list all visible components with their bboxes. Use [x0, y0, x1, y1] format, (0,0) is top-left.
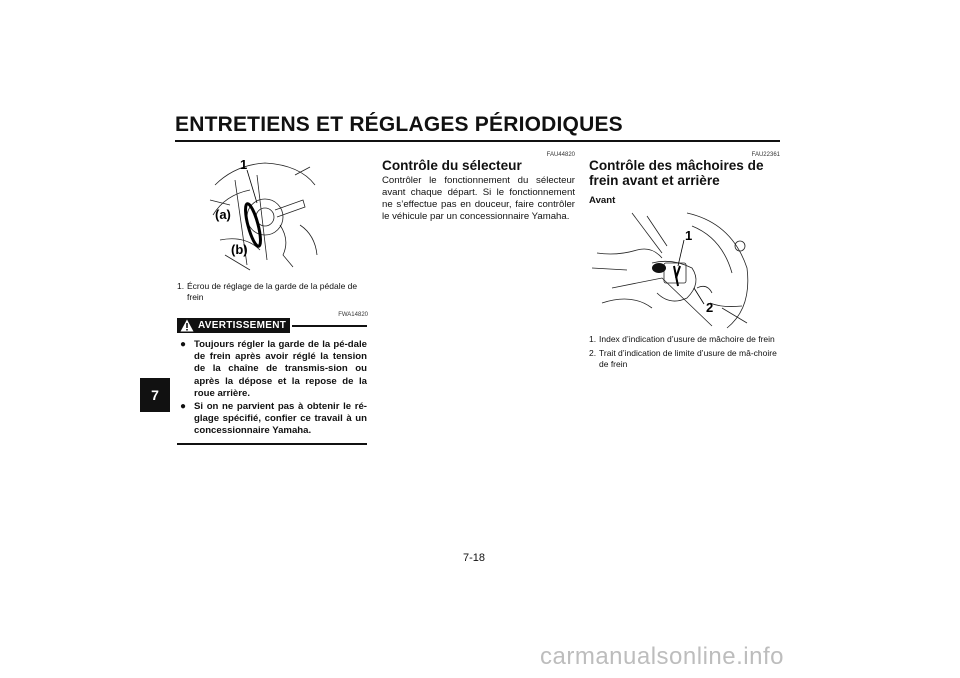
warning-item: ● Si on ne parvient pas à obtenir le ré-glage spécifié, confier ce travail à un concessionnaire Yamaha.	[180, 401, 367, 437]
title-rule	[175, 140, 780, 142]
warning-list	[177, 339, 367, 438]
middle-heading: Contrôle du sélecteur	[382, 158, 522, 173]
warning-code: FWA14820	[338, 312, 368, 318]
figure-callout-1: 1	[240, 157, 248, 172]
caption-item: 2. Trait d’indication de limite d’usure de mâ-choire de frein	[589, 348, 777, 369]
caption-item: 1. Index d’indication d’usure de mâchoire de frein	[589, 334, 775, 344]
right-heading: Contrôle des mâchoires de frein avant et arrière	[589, 158, 764, 188]
page-number: 7-18	[463, 552, 486, 564]
figure-label-a: (a)	[215, 207, 231, 222]
warning-box	[177, 318, 367, 445]
figure-callout-1: 1	[685, 228, 693, 243]
chapter-tab: 7	[140, 378, 170, 412]
right-figure-caption	[589, 334, 779, 370]
warning-label: AVERTISSEMENT	[198, 320, 287, 331]
brake-pedal-illustration	[205, 155, 325, 275]
warning-bottom-rule	[177, 443, 367, 445]
warning-top-rule	[292, 325, 367, 327]
right-section-code: FAU22361	[751, 152, 780, 158]
figure-label-b: (b)	[231, 242, 248, 257]
warning-item: ● Toujours régler la garde de la pé-dale de frein après avoir réglé la tension de la chaîne de transmis-sion ou après la dépose et la repose de la roue arrière.	[180, 339, 367, 399]
left-figure-caption	[177, 281, 372, 303]
watermark: carmanualsonline.info	[540, 643, 784, 670]
warning-triangle-icon	[180, 319, 194, 332]
figure-callout-2: 2	[706, 300, 714, 315]
brake-shoe-wear-illustration	[592, 208, 752, 330]
page-title: ENTRETIENS ET RÉGLAGES PÉRIODIQUES	[175, 113, 623, 136]
right-subheading: Avant	[589, 195, 616, 206]
caption-item: 1. Écrou de réglage de la garde de la pédale de frein	[177, 281, 358, 302]
warning-badge	[177, 318, 290, 333]
middle-body-text: Contrôler le fonctionnement du sélecteur avant chaque départ. Si le fonctionnement ne s’effectue pas en douceur, faire contrôler le véhicule par un concessionnaire Yamaha.	[382, 175, 575, 222]
middle-section-code: FAU44820	[546, 152, 575, 158]
